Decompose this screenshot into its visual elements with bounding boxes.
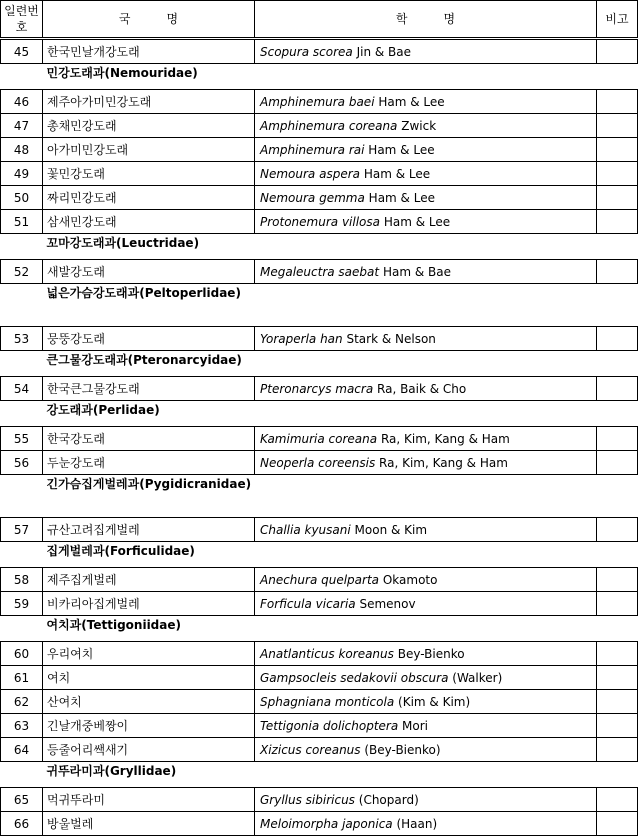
serial-number: 56 (1, 451, 43, 475)
scientific-name-author: Ham & Lee (363, 166, 431, 181)
korean-name: 아가미민강도래 (43, 138, 255, 162)
scientific-name (255, 138, 597, 162)
scientific-name (255, 592, 597, 616)
table-row (1, 738, 638, 762)
family-row (1, 401, 638, 427)
family-name: 큰그물강도래과(Pteronarcyidae) (46, 353, 242, 367)
serial-number: 45 (1, 39, 43, 64)
scientific-name-author: Ham & Lee (368, 142, 435, 157)
scientific-name-binomial: Neoperla coreensis (260, 455, 376, 470)
remarks-cell (597, 260, 638, 284)
remarks-cell (597, 812, 638, 836)
korean-name: 방울벌레 (43, 812, 255, 836)
korean-name: 총채민강도래 (43, 114, 255, 138)
scientific-name-binomial: Nemoura aspera (260, 166, 360, 181)
scientific-name (255, 210, 597, 234)
scientific-name-binomial: Anatlanticus koreanus (260, 646, 394, 661)
family-spacer (1, 616, 43, 642)
scientific-name-header-part2: 명 (443, 12, 456, 26)
family-spacer (255, 542, 597, 568)
table-row (1, 260, 638, 284)
family-spacer (1, 64, 43, 90)
scientific-name (255, 90, 597, 114)
table-row (1, 427, 638, 451)
family-spacer (1, 351, 43, 377)
table-row (1, 518, 638, 542)
remarks-header: 비고 (597, 1, 638, 39)
korean-name: 제주집게벌레 (43, 568, 255, 592)
remarks-cell (597, 327, 638, 351)
family-name: 귀뚜라미과(Gryllidae) (46, 764, 177, 778)
scientific-name-binomial: Pteronarcys macra (260, 381, 374, 396)
remarks-cell (597, 114, 638, 138)
family-row (1, 762, 638, 788)
scientific-name (255, 666, 597, 690)
family-row (1, 284, 638, 327)
korean-name: 규산고려집게벌레 (43, 518, 255, 542)
remarks-cell (597, 427, 638, 451)
scientific-name (255, 642, 597, 666)
scientific-name-binomial: Megaleuctra saebat (260, 264, 380, 279)
remarks-cell (597, 451, 638, 475)
scientific-name (255, 568, 597, 592)
family-row (1, 64, 638, 90)
scientific-name-author: Okamoto (382, 572, 438, 587)
scientific-name (255, 690, 597, 714)
scientific-name-binomial: Xizicus coreanus (260, 742, 361, 757)
serial-number: 50 (1, 186, 43, 210)
scientific-name-binomial: Kamimuria coreana (260, 431, 378, 446)
korean-name: 비카리아집게벌레 (43, 592, 255, 616)
family-spacer (255, 351, 597, 377)
scientific-name-author: Jin & Bae (356, 44, 412, 59)
korean-name: 두눈강도래 (43, 451, 255, 475)
scientific-name (255, 327, 597, 351)
scientific-name-header (255, 1, 597, 39)
table-row (1, 90, 638, 114)
remarks-cell (597, 138, 638, 162)
serial-number: 46 (1, 90, 43, 114)
remarks-cell (597, 186, 638, 210)
family-row (1, 351, 638, 377)
family-row (1, 234, 638, 260)
family-spacer (255, 64, 597, 90)
table-row (1, 568, 638, 592)
remarks-cell (597, 162, 638, 186)
korean-name: 한국강도래 (43, 427, 255, 451)
family-name: 긴가슴집게벌레과(Pygidicranidae) (46, 477, 252, 491)
table-body (1, 39, 638, 836)
scientific-name-author: Ra, Kim, Kang & Ham (379, 455, 508, 470)
family-spacer (597, 475, 638, 518)
table-row (1, 642, 638, 666)
serial-number: 58 (1, 568, 43, 592)
family-spacer (1, 401, 43, 427)
korean-name: 여치 (43, 666, 255, 690)
table-row (1, 690, 638, 714)
scientific-name-author: Semenov (359, 596, 416, 611)
family-spacer (597, 616, 638, 642)
serial-number: 53 (1, 327, 43, 351)
family-name: 꼬마강도래과(Leuctridae) (46, 236, 200, 250)
family-spacer (597, 284, 638, 327)
serial-number: 47 (1, 114, 43, 138)
remarks-cell (597, 666, 638, 690)
scientific-name-binomial: Amphinemura baei (260, 94, 375, 109)
family-spacer (597, 542, 638, 568)
korean-name: 한국민날개강도래 (43, 39, 255, 64)
family-row (1, 542, 638, 568)
korean-name-header (43, 1, 255, 39)
table-row (1, 788, 638, 812)
korean-name: 삼새민강도래 (43, 210, 255, 234)
scientific-name-author: Mori (402, 718, 429, 733)
remarks-cell (597, 39, 638, 64)
table-row (1, 162, 638, 186)
family-spacer (1, 234, 43, 260)
scientific-name (255, 788, 597, 812)
scientific-name-binomial: Sphagniana monticola (260, 694, 395, 709)
serial-number: 61 (1, 666, 43, 690)
remarks-cell (597, 210, 638, 234)
remarks-cell (597, 90, 638, 114)
remarks-cell (597, 642, 638, 666)
table-row (1, 451, 638, 475)
family-spacer (597, 762, 638, 788)
family-name: 강도래과(Perlidae) (46, 403, 160, 417)
scientific-name-author: Ra, Baik & Cho (377, 381, 467, 396)
korean-name: 꽃민강도래 (43, 162, 255, 186)
scientific-name (255, 260, 597, 284)
korean-name: 긴날개중베짱이 (43, 714, 255, 738)
table-row (1, 114, 638, 138)
family-spacer (255, 616, 597, 642)
table-row (1, 138, 638, 162)
korean-name: 등줄어리쌕새기 (43, 738, 255, 762)
remarks-cell (597, 377, 638, 401)
family-spacer (1, 475, 43, 518)
scientific-name-author: (Haan) (396, 816, 438, 831)
korean-name: 산여치 (43, 690, 255, 714)
table-row (1, 714, 638, 738)
remarks-cell (597, 788, 638, 812)
scientific-name (255, 39, 597, 64)
scientific-name (255, 114, 597, 138)
family-spacer (255, 234, 597, 260)
table-header-row (1, 1, 638, 39)
scientific-name-author: Bey-Bienko (397, 646, 465, 661)
family-spacer (597, 351, 638, 377)
korean-name: 먹귀뚜라미 (43, 788, 255, 812)
remarks-cell (597, 714, 638, 738)
family-spacer (597, 401, 638, 427)
scientific-name-author: (Chopard) (358, 792, 419, 807)
scientific-name (255, 451, 597, 475)
family-spacer (255, 284, 597, 327)
serial-number: 49 (1, 162, 43, 186)
family-spacer (255, 762, 597, 788)
korean-name: 새발강도래 (43, 260, 255, 284)
serial-number: 51 (1, 210, 43, 234)
scientific-name-header-part1: 학 (395, 12, 408, 26)
remarks-cell (597, 568, 638, 592)
scientific-name-author: Stark & Nelson (346, 331, 436, 346)
scientific-name-binomial: Yoraperla han (260, 331, 343, 346)
remarks-cell (597, 518, 638, 542)
family-spacer (1, 284, 43, 327)
serial-number: 54 (1, 377, 43, 401)
serial-number-header: 일련번호 (1, 1, 43, 39)
scientific-name-binomial: Challia kyusani (260, 522, 351, 537)
family-spacer (597, 234, 638, 260)
family-spacer (255, 401, 597, 427)
scientific-name-binomial: Amphinemura rai (260, 142, 365, 157)
scientific-name-binomial: Forficula vicaria (260, 596, 356, 611)
table-row (1, 592, 638, 616)
serial-number: 63 (1, 714, 43, 738)
scientific-name-author: Ham & Lee (378, 94, 445, 109)
serial-number: 65 (1, 788, 43, 812)
scientific-name-binomial: Nemoura gemma (260, 190, 365, 205)
scientific-name (255, 738, 597, 762)
scientific-name (255, 812, 597, 836)
serial-number: 66 (1, 812, 43, 836)
family-spacer (1, 762, 43, 788)
scientific-name-author: Ra, Kim, Kang & Ham (380, 431, 510, 446)
remarks-cell (597, 738, 638, 762)
serial-number: 57 (1, 518, 43, 542)
family-name: 집게벌레과(Forficulidae) (46, 544, 195, 558)
family-row (1, 475, 638, 518)
scientific-name-binomial: Scopura scorea (260, 44, 353, 59)
remarks-cell (597, 592, 638, 616)
korean-name: 한국큰그물강도래 (43, 377, 255, 401)
scientific-name-author: Ham & Lee (368, 190, 435, 205)
scientific-name (255, 186, 597, 210)
scientific-name-author: Zwick (401, 118, 437, 133)
scientific-name-author: Ham & Bae (382, 264, 451, 279)
serial-number: 60 (1, 642, 43, 666)
family-name: 여치과(Tettigoniidae) (46, 618, 181, 632)
table-row (1, 377, 638, 401)
table-row (1, 210, 638, 234)
family-name: 민강도래과(Nemouridae) (46, 66, 198, 80)
serial-number: 59 (1, 592, 43, 616)
scientific-name (255, 714, 597, 738)
scientific-name (255, 377, 597, 401)
scientific-name (255, 427, 597, 451)
scientific-name-binomial: Meloimorpha japonica (260, 816, 393, 831)
family-spacer (1, 542, 43, 568)
serial-number: 62 (1, 690, 43, 714)
family-spacer (255, 475, 597, 518)
serial-number: 55 (1, 427, 43, 451)
korean-name-header-part1: 국 (118, 12, 131, 26)
scientific-name-author: Ham & Lee (383, 214, 451, 229)
scientific-name-author: (Walker) (452, 670, 503, 685)
scientific-name-binomial: Amphinemura coreana (260, 118, 398, 133)
table-row (1, 186, 638, 210)
scientific-name-author: (Bey-Bienko) (364, 742, 441, 757)
family-row (1, 616, 638, 642)
remarks-cell (597, 690, 638, 714)
korean-name: 제주아가미민강도래 (43, 90, 255, 114)
scientific-name-binomial: Protonemura villosa (260, 214, 380, 229)
scientific-name-binomial: Gryllus sibiricus (260, 792, 355, 807)
scientific-name-binomial: Tettigonia dolichoptera (260, 718, 399, 733)
table-row (1, 812, 638, 836)
serial-number: 52 (1, 260, 43, 284)
scientific-name-binomial: Anechura quelparta (260, 572, 380, 587)
scientific-name (255, 518, 597, 542)
korean-name: 짜리민강도래 (43, 186, 255, 210)
scientific-name-author: (Kim & Kim) (398, 694, 471, 709)
serial-number: 64 (1, 738, 43, 762)
scientific-name-author: Moon & Kim (354, 522, 428, 537)
table-row (1, 39, 638, 64)
family-spacer (597, 64, 638, 90)
scientific-name-binomial: Gampsocleis sedakovii obscura (260, 670, 449, 685)
scientific-name (255, 162, 597, 186)
serial-number: 48 (1, 138, 43, 162)
korean-name: 우리여치 (43, 642, 255, 666)
family-name: 넓은가슴강도래과(Peltoperlidae) (46, 286, 241, 300)
korean-name: 뭉뚱강도래 (43, 327, 255, 351)
table-row (1, 327, 638, 351)
korean-name-header-part2: 명 (166, 12, 179, 26)
table-row (1, 666, 638, 690)
